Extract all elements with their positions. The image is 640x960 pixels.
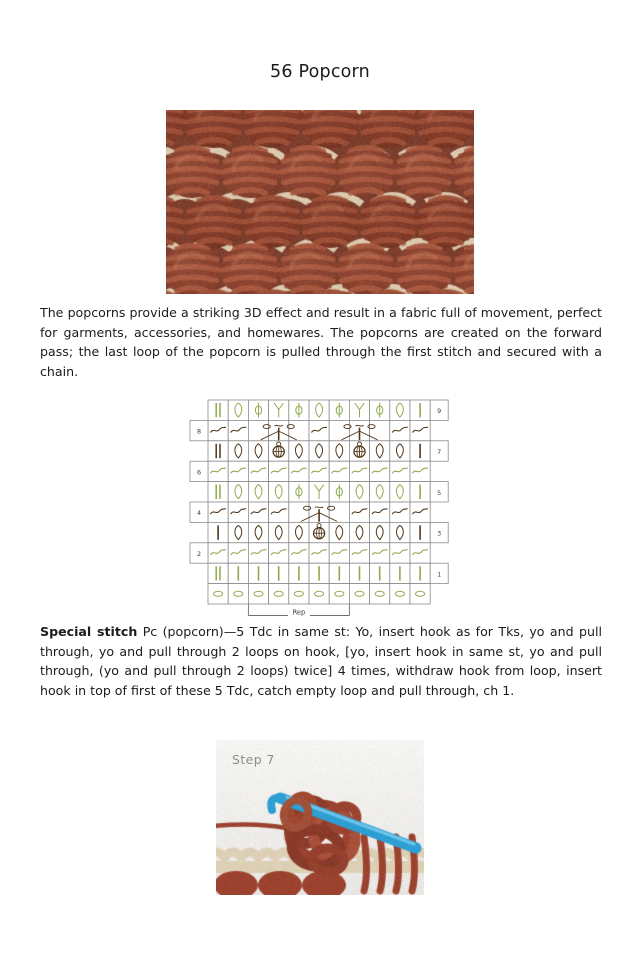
svg-text:4: 4 [196,509,202,518]
step-photo-label: Step 7 [232,752,275,767]
step-photo-canvas [216,740,424,895]
svg-text:2: 2 [196,550,202,558]
intro-paragraph: The popcorns provide a striking 3D effect and result in a fabric full of movement, perfect for garments, accessories, and homewares. The popcorns are created on the forward pass; the last loop of the popcorn is pulled through the first stitch and secured with a chain. [40,305,602,379]
special-stitch-body: Pc (popcorn)—5 Tdc in same st: Yo, insert hook as for Tks, yo and pull through, yo and pull through 2 loops on hook, [yo, insert hook in same st, yo and pull through, (yo and pull through 2 loops) twice] 4 times, withdraw hook from loop, insert hook in top of first of these 5 Tdc, catch empty loop and pull through, ch 1. [40,624,602,698]
special-stitch-paragraph [40,622,602,700]
svg-text:Rep: Rep [292,608,306,617]
svg-text:9: 9 [437,407,442,416]
svg-text:3: 3 [437,529,442,538]
svg-text:1: 1 [437,570,442,579]
svg-text:7: 7 [437,448,442,456]
stitch-chart [186,398,454,620]
swatch-photo [166,110,474,294]
step-photo [216,740,424,895]
swatch-photo-canvas [166,110,474,294]
svg-text:8: 8 [196,427,202,436]
stitch-chart-svg [186,398,454,620]
svg-text:5: 5 [437,488,442,497]
special-stitch-label: Special stitch [40,624,138,639]
page-title: 56 Popcorn [270,62,370,82]
svg-text:6: 6 [196,468,202,477]
